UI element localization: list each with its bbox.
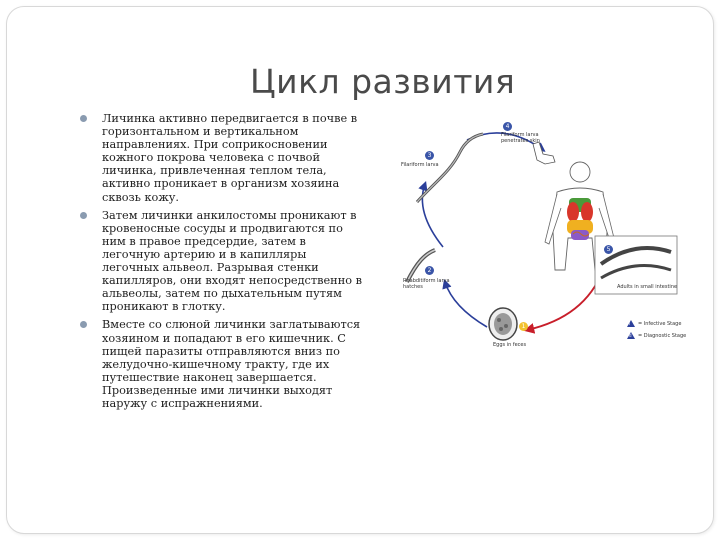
- bullet-text: Затем личинки анкилостомы проникают в кровеносные сосуды и продвигаются по ним в правое предсердие, затем в легочную артерию и в капилляры легочных альвеол. Разрывая стенки капилляров, они входят непосредственно в альвеолы, затем по дыхательным путям проникают в глотку.: [102, 208, 362, 314]
- stage-number-1: 1: [519, 322, 528, 331]
- bullet-item: [80, 318, 365, 410]
- stage-number-4: 4: [503, 122, 512, 131]
- bullet-dot-icon: [80, 115, 87, 122]
- slide-title: Цикл развития: [250, 62, 516, 101]
- label-stage-5: Adults in small intestine: [617, 284, 678, 290]
- bullet-item: [80, 209, 365, 314]
- stage-number-2: 2: [425, 266, 434, 275]
- stage-number-5: 5: [604, 245, 613, 254]
- bullet-dot-icon: [80, 321, 87, 328]
- bullet-item: [80, 112, 365, 204]
- label-stage-3: Filariform larva: [401, 162, 439, 168]
- legend-diagnostic-text: = Diagnostic Stage: [638, 333, 687, 339]
- life-cycle-diagram: [395, 112, 700, 372]
- cycle-arrow-bottom-right: [527, 270, 603, 330]
- legend-diagnostic: [627, 332, 686, 339]
- stage-number-3: 3: [425, 151, 434, 160]
- cycle-arrow-bottom-left: [445, 282, 487, 327]
- bullet-text: Вместе со слюной личинки заглатываются хозяином и попадают в его кишечник. С пищей паразиты отправляются вниз по желудочно-кишечному тракту, где их путешествие наконец завершается. Произведенные ими личинки выходят наружу с испражнениями.: [102, 318, 361, 410]
- bullet-text: Личинка активно передвигается в почве в горизонтальном и вертикальном направлениях. При соприкосновении кожного покрова человека с почвой личинка, привлеченная теплом тела, активно проникает в организм хозяина сквозь кожу.: [102, 112, 358, 204]
- bullet-list: [80, 112, 365, 415]
- label-stage-4: Filariform larva penetrates skin: [501, 132, 540, 144]
- foot: [533, 142, 555, 164]
- bullet-dot-icon: [80, 212, 87, 219]
- legend-infective: [627, 320, 681, 327]
- label-stage-1: Eggs in feces: [493, 342, 527, 348]
- label-stage-2: Rhabditiform larva hatches: [403, 278, 450, 290]
- diagnostic-triangle-icon: d: [627, 332, 635, 339]
- infective-triangle-icon: i: [627, 320, 635, 327]
- legend-infective-text: = Infective Stage: [638, 321, 682, 327]
